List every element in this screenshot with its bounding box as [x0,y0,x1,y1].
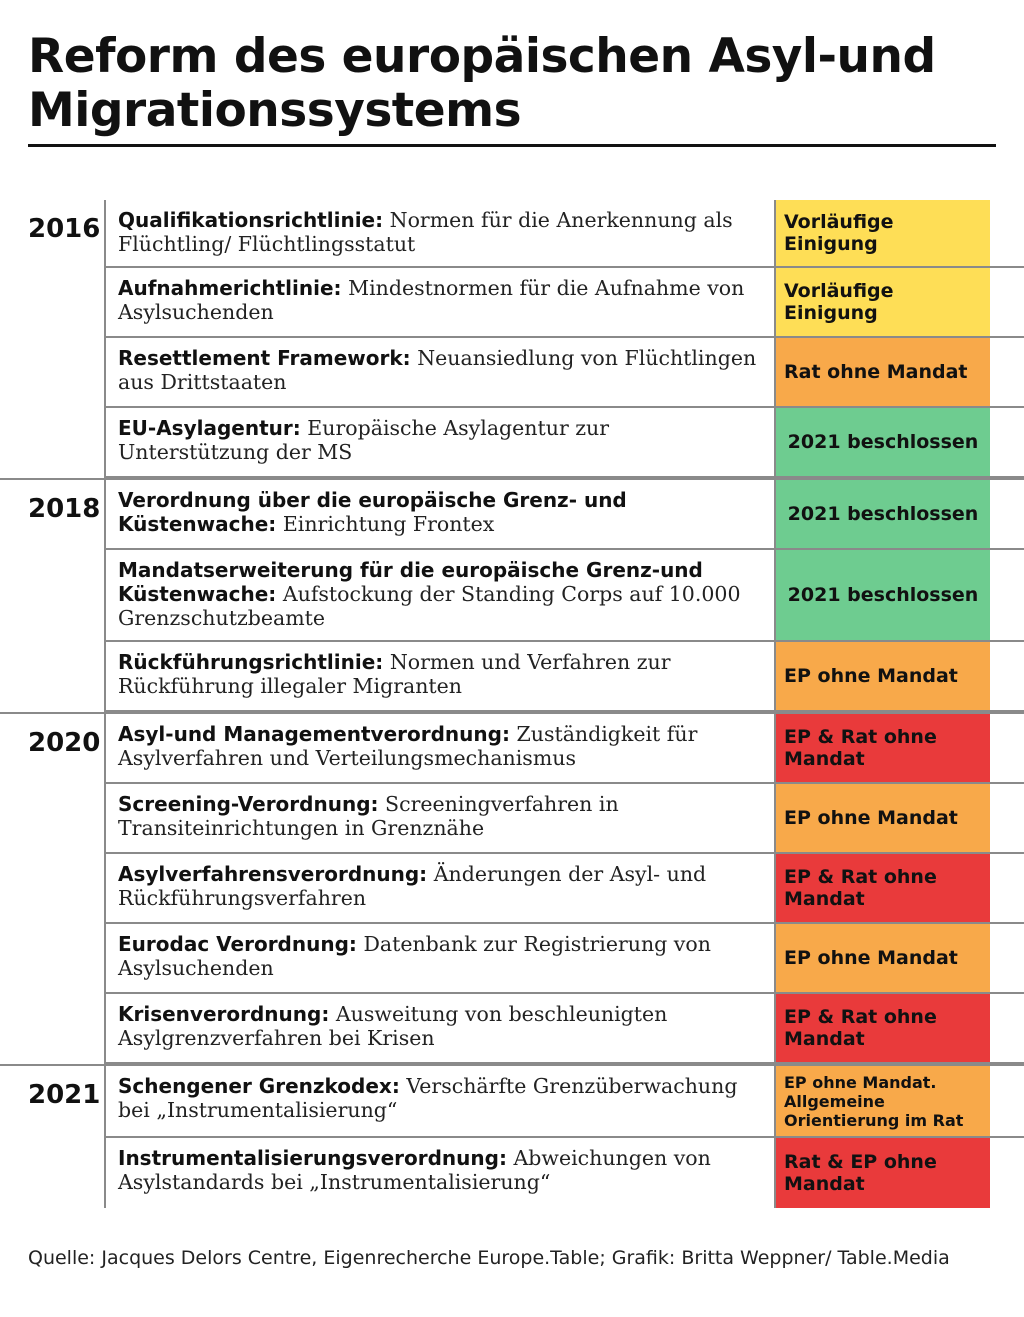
regulation-description [106,550,776,640]
status-badge: Rat ohne Mandat [776,338,990,406]
regulation-description [106,408,776,476]
regulation-text: Einrichtung Frontex [282,512,495,536]
regulation-description [106,338,776,406]
year-group [0,200,1024,478]
status-badge: EP ohne Mandat [776,784,990,852]
table-row [106,1138,1024,1208]
regulation-description [106,994,776,1062]
page-title: Reform des europäischen Asyl-und Migrationssystems [28,29,936,138]
status-badge: EP & Rat ohne Mandat [776,854,990,922]
regulation-name: Qualifikationsrichtlinie: [118,208,384,232]
group-divider [26,712,106,714]
regulation-text: Datenbank zur Registrierung von Asylsuchenden [118,932,711,980]
regulation-description [106,1066,776,1136]
table-row [106,924,1024,994]
year-group [0,712,1024,1064]
regulation-text: Zuständigkeit für Asylverfahren und Verteilungsmechanismus [118,722,698,770]
title-divider [28,144,996,147]
regulation-name: Krisenverordnung: [118,1002,330,1026]
year-label: 2016 [28,214,101,244]
regulation-name: Schengener Grenzkodex: [118,1074,400,1098]
table-row [106,1066,1024,1138]
year-rows [104,1066,1024,1208]
regulation-name: Screening-Verordnung: [118,792,379,816]
regulation-description [106,784,776,852]
table-row [106,854,1024,924]
regulation-description [106,714,776,782]
group-divider [26,478,106,480]
table-row [106,268,1024,338]
regulation-text: Aufstockung der Standing Corps auf 10.000 Grenzschutzbeamte [118,582,741,630]
regulation-description [106,924,776,992]
table-row [106,642,1024,712]
status-badge: Vorläufige Einigung [776,268,990,336]
regulation-text: Ausweitung von beschleunigten Asylgrenzverfahren bei Krisen [118,1002,668,1050]
status-badge: 2021 beschlossen [776,480,990,548]
status-badge: EP & Rat ohne Mandat [776,994,990,1062]
year-rows [104,714,1024,1064]
year-label: 2020 [28,728,101,758]
regulation-name: Mandatserweiterung für die europäische Grenz-und Küstenwache: [118,558,703,606]
table-row [106,480,1024,550]
regulation-text: Screeningverfahren in Transiteinrichtungen in Grenznähe [118,792,619,840]
regulation-text: Abweichungen von Asylstandards bei „Instrumentalisierung“ [118,1146,711,1194]
regulation-name: Aufnahmerichtlinie: [118,276,342,300]
status-badge: EP ohne Mandat. Allgemeine Orientierung im Rat [776,1066,990,1136]
regulation-name: EU-Asylagentur: [118,416,301,440]
year-label: 2018 [28,494,101,524]
year-rows [104,480,1024,712]
status-badge: Vorläufige Einigung [776,200,990,266]
table-row [106,994,1024,1064]
regulation-text: Änderungen der Asyl- und Rückführungsverfahren [118,862,707,910]
group-divider [26,1064,106,1066]
table-row [106,714,1024,784]
regulation-description [106,642,776,710]
regulation-description [106,1138,776,1208]
regulation-description [106,200,776,266]
regulation-text: Verschärfte Grenzüberwachung bei „Instrumentalisierung“ [118,1074,738,1122]
table-row [106,338,1024,408]
regulation-description [106,854,776,922]
regulation-description [106,268,776,336]
status-badge: EP ohne Mandat [776,642,990,710]
status-badge: EP ohne Mandat [776,924,990,992]
regulation-text: Europäische Asylagentur zur Unterstützung der MS [118,416,610,464]
year-rows [104,200,1024,478]
year-group [0,1064,1024,1208]
regulation-name: Instrumentalisierungsverordnung: [118,1146,507,1170]
regulation-name: Asylverfahrensverordnung: [118,862,428,886]
table-row [106,408,1024,478]
status-badge: 2021 beschlossen [776,408,990,476]
regulation-text: Normen und Verfahren zur Rückführung illegaler Migranten [118,650,671,698]
table-row [106,784,1024,854]
year-label: 2021 [28,1080,101,1110]
regulation-text: Neuansiedlung von Flüchtlingen aus Drittstaaten [118,346,757,394]
regulation-name: Rückführungsrichtlinie: [118,650,384,674]
status-badge: EP & Rat ohne Mandat [776,714,990,782]
regulation-name: Resettlement Framework: [118,346,411,370]
year-group [0,478,1024,712]
regulation-name: Eurodac Verordnung: [118,932,357,956]
table-row [106,550,1024,642]
regulation-text: Mindestnormen für die Aufnahme von Asylsuchenden [118,276,745,324]
status-badge: 2021 beschlossen [776,550,990,640]
regulation-name: Asyl-und Managementverordnung: [118,722,510,746]
source-note: Quelle: Jacques Delors Centre, Eigenrecherche Europe.Table; Grafik: Britta Weppner/ Table.Media [28,1247,950,1269]
regulation-text: Normen für die Anerkennung als Flüchtling/ Flüchtlingsstatut [118,208,733,256]
reform-table [0,200,1024,1208]
table-row [106,200,1024,268]
status-badge: Rat & EP ohne Mandat [776,1138,990,1208]
regulation-description [106,480,776,548]
regulation-name: Verordnung über die europäische Grenz- und Küstenwache: [118,488,627,536]
